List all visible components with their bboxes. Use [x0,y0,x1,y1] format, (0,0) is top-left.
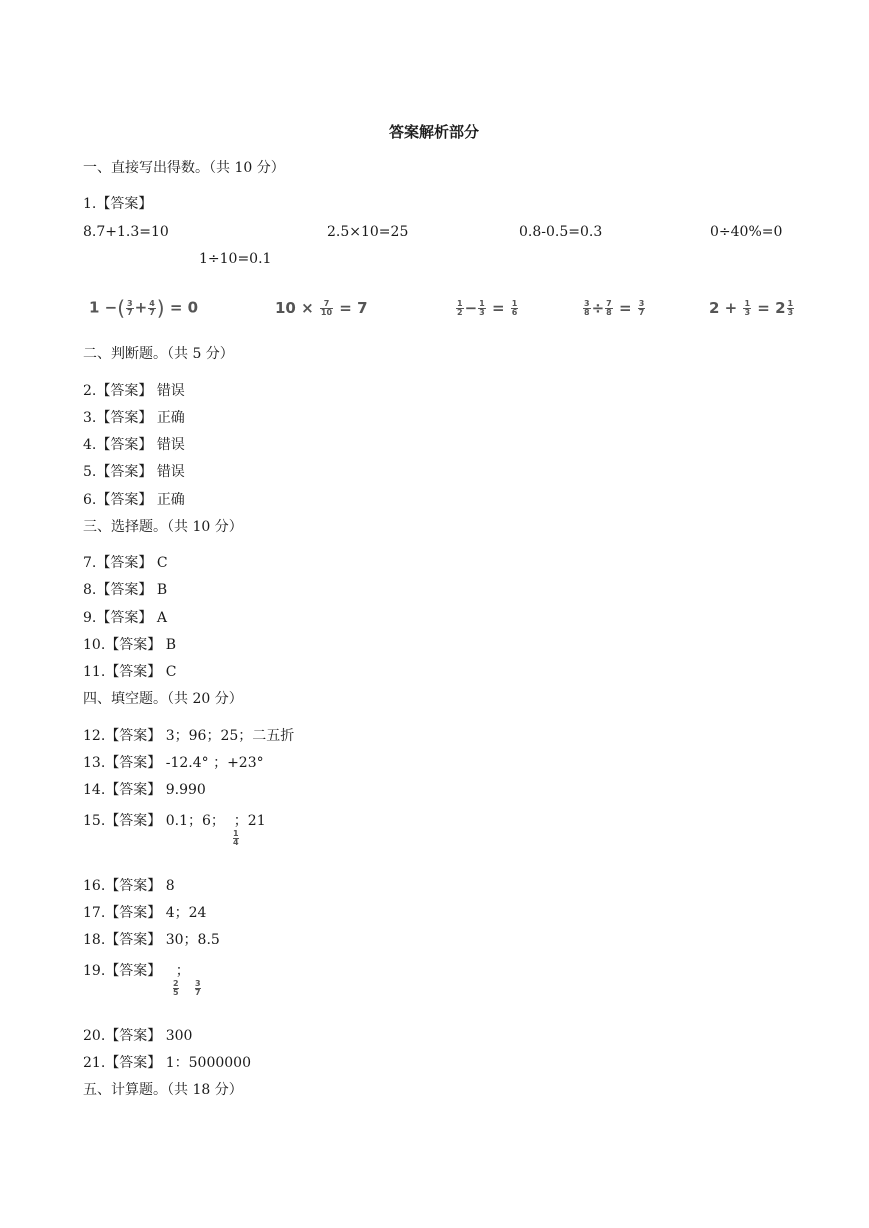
answer-row-20: 20.【答案】 300 [83,1028,193,1044]
answer-row-14: 14.【答案】 9.990 [83,782,206,798]
answer-row-16: 16.【答案】 8 [83,878,175,894]
answer-row-3: 3.【答案】 正确 [83,410,185,426]
fraction-19-a: 2 5 [173,979,179,997]
section-heading-2: 二、判断题。（共 5 分） [83,346,234,362]
fraction-19-b: 3 7 [195,979,201,997]
math-expr-5: 2 + $\frac{1}{3}$ = 2 $\frac{1}{3}$ [709,299,794,317]
answer-row-10: 10.【答案】 B [83,637,177,653]
answer-row-12: 12.【答案】 3；96；25；二五折 [83,728,295,744]
section-heading-3: 三、选择题。（共 10 分） [83,519,243,535]
section-heading-5: 五、计算题。（共 18 分） [83,1082,243,1098]
fraction-15: 1 4 [233,829,239,847]
section-heading-1: 一、直接写出得数。（共 10 分） [83,160,285,176]
answer-row-19: 19.【答案】 ； [83,963,190,979]
section-heading-4: 四、填空题。（共 20 分） [83,691,243,707]
answer-row-9: 9.【答案】 A [83,610,167,626]
math-expr-3: $\frac{1}{2}$ − $\frac{1}{3}$ = $\frac{1}{6}$ [457,299,518,317]
answer-row-6: 6.【答案】 正确 [83,492,185,508]
math-expr-1: 1 −( $\frac{3}{7}$ + $\frac{4}{7}$ ) = 0 [89,296,199,320]
answer-row-8: 8.【答案】 B [83,582,168,598]
answer-row-15: 15.【答案】 0.1；6； ；21 [83,813,266,829]
math-expr-4: $\frac{3}{8}$ ÷ $\frac{7}{8}$ = $\frac{3}{7}$ [584,299,645,317]
answer-row-18: 18.【答案】 30；8.5 [83,932,220,948]
calc-1: 8.7+1.3=10 [83,224,169,240]
calc-4: 0÷40%=0 [710,224,783,240]
answer-row-17: 17.【答案】 4；24 [83,905,207,921]
page-title: 答案解析部分 [389,123,480,141]
answer-row-13: 13.【答案】 -12.4° ；+23° [83,755,264,771]
calc-5: 1÷10=0.1 [199,251,272,267]
answer-row-7: 7.【答案】 C [83,555,168,571]
answer-label-1: 1.【答案】 [83,196,153,212]
calc-2: 2.5×10=25 [327,224,409,240]
answer-row-11: 11.【答案】 C [83,664,177,680]
calc-3: 0.8-0.5=0.3 [519,224,603,240]
answer-row-2: 2.【答案】 错误 [83,383,185,399]
answer-row-21: 21.【答案】 1：5000000 [83,1055,251,1071]
math-expr-2: 10 × $\frac{7}{10}$ = 7 [275,299,368,317]
answer-row-4: 4.【答案】 错误 [83,437,185,453]
answer-row-5: 5.【答案】 错误 [83,464,185,480]
